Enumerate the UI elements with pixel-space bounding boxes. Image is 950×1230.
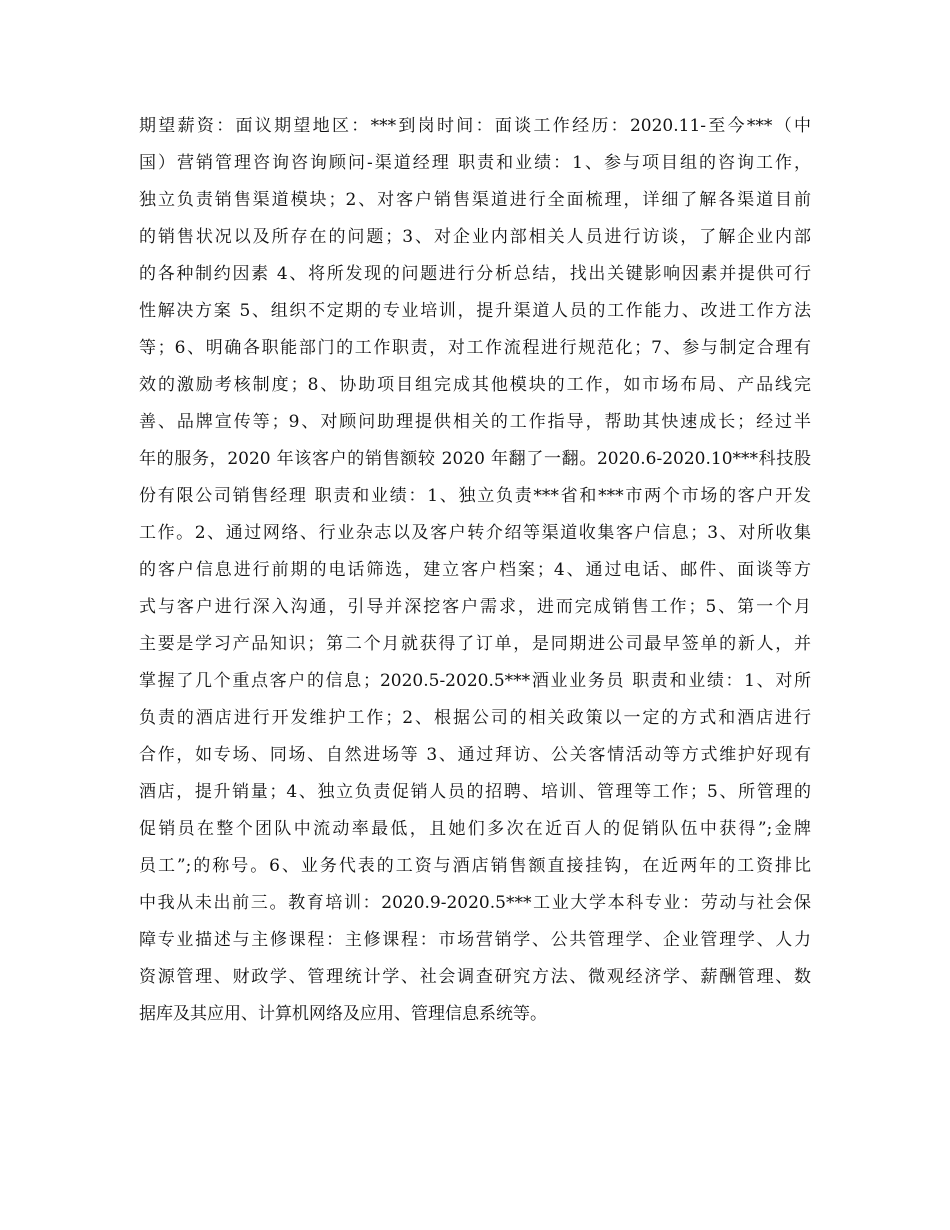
resume-body-text [139, 108, 811, 1033]
text-line: 效的激励考核制度；8、协助项目组完成其他模块的工作，如市场布局、产品线完 [139, 375, 811, 395]
text-line: 的各种制约因素 4、将所发现的问题进行分析总结，找出关键影响因素并提供可行 [139, 264, 811, 284]
text-line: 合作，如专场、同场、自然进场等 3、通过拜访、公关客情活动等方式维护好现有 [139, 745, 811, 765]
text-line: 据库及其应用、计算机网络及应用、管理信息系统等。 [139, 1004, 547, 1024]
text-line: 国）营销管理咨询咨询顾问-渠道经理 职责和业绩：1、参与项目组的咨询工作， [139, 153, 811, 173]
text-line: 促销员在整个团队中流动率最低，且她们多次在近百人的促销队伍中获得”;金牌 [139, 819, 811, 839]
text-line: 员工”;的称号。6、业务代表的工资与酒店销售额直接挂钩，在近两年的工资排比 [139, 856, 811, 876]
text-line: 份有限公司销售经理 职责和业绩：1、独立负责***省和***市两个市场的客户开发 [139, 486, 811, 506]
text-line: 掌握了几个重点客户的信息；2020.5-2020.5***酒业业务员 职责和业绩：1、对所 [139, 671, 811, 691]
text-line: 性解决方案 5、组织不定期的专业培训，提升渠道人员的工作能力、改进工作方法 [139, 301, 811, 321]
text-line: 资源管理、财政学、管理统计学、社会调查研究方法、微观经济学、薪酬管理、数 [139, 967, 811, 987]
text-line: 主要是学习产品知识；第二个月就获得了订单，是同期进公司最早签单的新人，并 [139, 634, 811, 654]
text-line: 式与客户进行深入沟通，引导并深挖客户需求，进而完成销售工作；5、第一个月 [139, 597, 811, 617]
text-line: 酒店，提升销量；4、独立负责促销人员的招聘、培训、管理等工作；5、所管理的 [139, 782, 811, 802]
text-line: 工作。2、通过网络、行业杂志以及客户转介绍等渠道收集客户信息；3、对所收集 [139, 523, 811, 543]
text-line: 的销售状况以及所存在的问题；3、对企业内部相关人员进行访谈，了解企业内部 [139, 227, 811, 247]
text-line: 年的服务，2020 年该客户的销售额较 2020 年翻了一翻。2020.6-2020.10***科技股 [139, 449, 811, 469]
text-line: 的客户信息进行前期的电话筛选，建立客户档案；4、通过电话、邮件、面谈等方 [139, 560, 811, 580]
text-line: 等；6、明确各职能部门的工作职责，对工作流程进行规范化；7、参与制定合理有 [139, 338, 811, 358]
text-line: 独立负责销售渠道模块；2、对客户销售渠道进行全面梳理，详细了解各渠道目前 [139, 190, 811, 210]
text-line: 善、品牌宣传等；9、对顾问助理提供相关的工作指导，帮助其快速成长；经过半 [139, 412, 811, 432]
text-line: 期望薪资：面议期望地区：***到岗时间：面谈工作经历：2020.11-至今***（中 [139, 116, 811, 136]
text-line: 障专业描述与主修课程：主修课程：市场营销学、公共管理学、企业管理学、人力 [139, 930, 811, 950]
text-line: 中我从未出前三。教育培训：2020.9-2020.5***工业大学本科专业：劳动与社会保 [139, 893, 811, 913]
text-line: 负责的酒店进行开发维护工作；2、根据公司的相关政策以一定的方式和酒店进行 [139, 708, 811, 728]
